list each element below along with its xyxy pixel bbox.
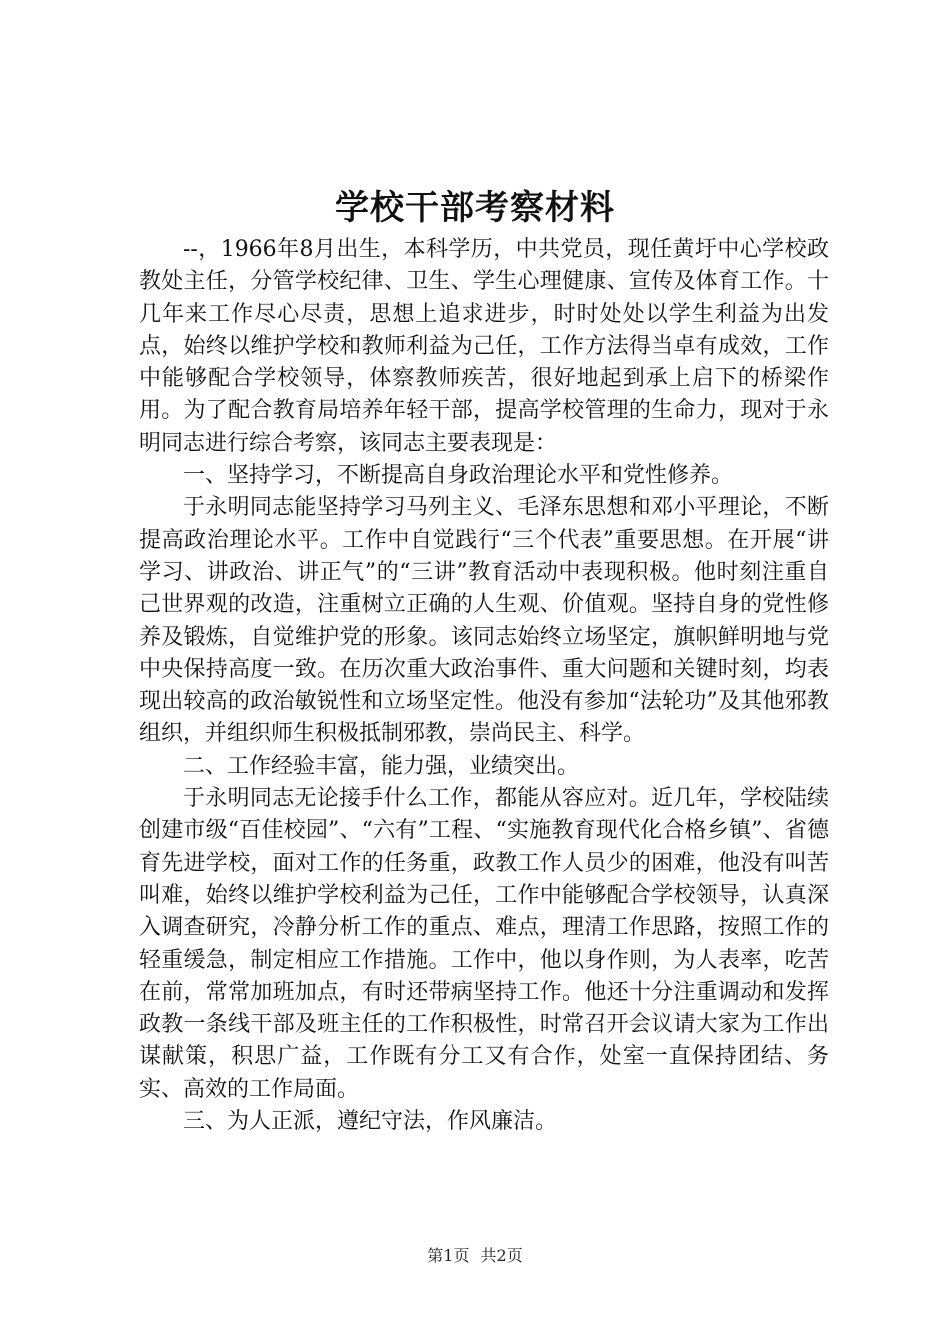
document-title: 学校干部考察材料 [335,188,615,228]
page-total: 共2页 [480,1246,523,1265]
section-heading-2: 二、工作经验丰富，能力强，业绩突出。 [183,753,580,779]
page-number: 第1页 [427,1246,470,1265]
document-body [139,234,829,1138]
section-2-paragraph: 于永明同志无论接手什么工作，都能从容应对。近几年，学校陆续创建市级“百佳校园”、“六有”工程、“实施教育现代化合格乡镇”、省德育先进学校，面对工作的任务重，政教工作人员少的困难，他没有叫苦叫难，始终以维护学校利益为己任，工作中能够配合学校领导，认真深入调查研究，冷静分析工作的重点、难点，理清工作思路，按照工作的轻重缓急，制定相应工作措施。工作中，他以身作则，为人表率，吃苦在前，常常加班加点，有时还带病坚持工作。他还十分注重调动和发挥政教一条线干部及班主任的工作积极性，时常召开会议请大家为工作出谋献策，积思广益，工作既有分工又有合作，处室一直保持团结、务实、高效的工作局面。 [139,786,829,1102]
intro-paragraph: --，1966年8月出生，本科学历，中共党员，现任黄圩中心学校政教处主任，分管学校纪律、卫生、学生心理健康、宣传及体育工作。十几年来工作尽心尽责，思想上追求进步，时时处处以学生利益为出发点，始终以维护学校和教师利益为己任，工作方法得当卓有成效，工作中能够配合学校领导，体察教师疾苦，很好地起到承上启下的桥梁作用。为了配合教育局培养年轻干部，提高学校管理的生命力，现对于永明同志进行综合考察，该同志主要表现是： [139,237,829,456]
page-footer [0,1245,950,1267]
section-heading-1: 一、坚持学习，不断提高自身政治理论水平和党性修养。 [183,463,734,489]
section-heading-3: 三、为人正派，遵纪守法，作风廉洁。 [183,1109,558,1135]
section-1-paragraph: 于永明同志能坚持学习马列主义、毛泽东思想和邓小平理论，不断提高政治理论水平。工作中自觉践行“三个代表”重要思想。在开展“讲学习、讲政治、讲正气”的“三讲”教育活动中表现积极。他时刻注重自己世界观的改造，注重树立正确的人生观、价值观。坚持自身的党性修养及锻炼，自觉维护党的形象。该同志始终立场坚定，旗帜鲜明地与党中央保持高度一致。在历次重大政治事件、重大问题和关键时刻，均表现出较高的政治敏锐性和立场坚定性。他没有参加“法轮功”及其他邪教组织，并组织师生积极抵制邪教，崇尚民主、科学。 [139,495,829,747]
